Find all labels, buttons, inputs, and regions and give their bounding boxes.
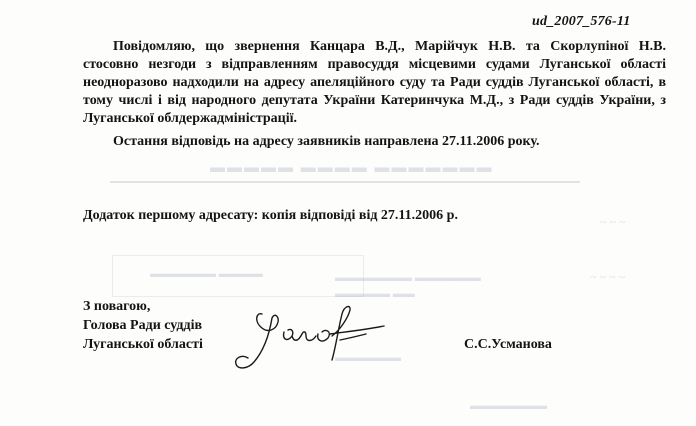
bleed-through-block: ▬▬▬▬▬▬ ▬▬▬▬ [150, 268, 263, 280]
document-id: ud_2007_576-11 [532, 14, 631, 29]
body-line-4: тому числі і від народного депутата України Катеринчука М.Д., з Ради суддів України, з [83, 93, 666, 108]
closing-greeting: З повагою, [83, 299, 151, 314]
bleed-through-scribble: ~ ~ ~ [600, 215, 626, 229]
bleed-through-block-right-2: ▬▬▬▬▬ ▬▬ [335, 288, 415, 300]
bleed-through-scribble-2: ~ ~ ~ ~ [590, 270, 625, 284]
signatory-position-line-1: Голова Ради суддів [83, 318, 203, 333]
body-line-3: неодноразово надходили на адресу апеляційного суду та Ради суддів Луганської області, в [83, 75, 666, 90]
bleed-through-block-lower: ▬▬▬▬▬▬ [335, 352, 401, 364]
attachment-line: Додаток першому адресату: копія відповіді від 27.11.2006 р. [83, 208, 458, 223]
bleed-through-block-bottom: ▬▬▬▬▬▬▬ [470, 400, 547, 412]
signatory-name: С.С.Усманова [464, 337, 552, 352]
bleed-through-block-right: ▬▬▬▬▬▬▬ ▬▬▬▬▬▬ [335, 272, 481, 284]
body-line-1: Повідомляю, що звернення Канцара В.Д., Марійчук Н.В. та Скорлупіної Н.В. [113, 39, 666, 54]
handwritten-signature [232, 300, 392, 375]
body-line-2: стосовно незгоди з відправленням правосуддя місцевими судами Луганської області [83, 57, 666, 72]
body-paragraph [83, 38, 666, 128]
bleed-through-heading: ▬▬▬▬▬ ▬▬▬▬ ▬▬▬▬▬▬▬ [210, 160, 494, 176]
signatory-position-line-2: Луганської області [83, 337, 203, 352]
last-answer-line: Остання відповідь на адресу заявників направлена 27.11.2006 року. [113, 134, 540, 149]
bleed-through-rule [110, 181, 580, 183]
body-line-5: Луганської облдержадміністрації. [83, 111, 297, 126]
